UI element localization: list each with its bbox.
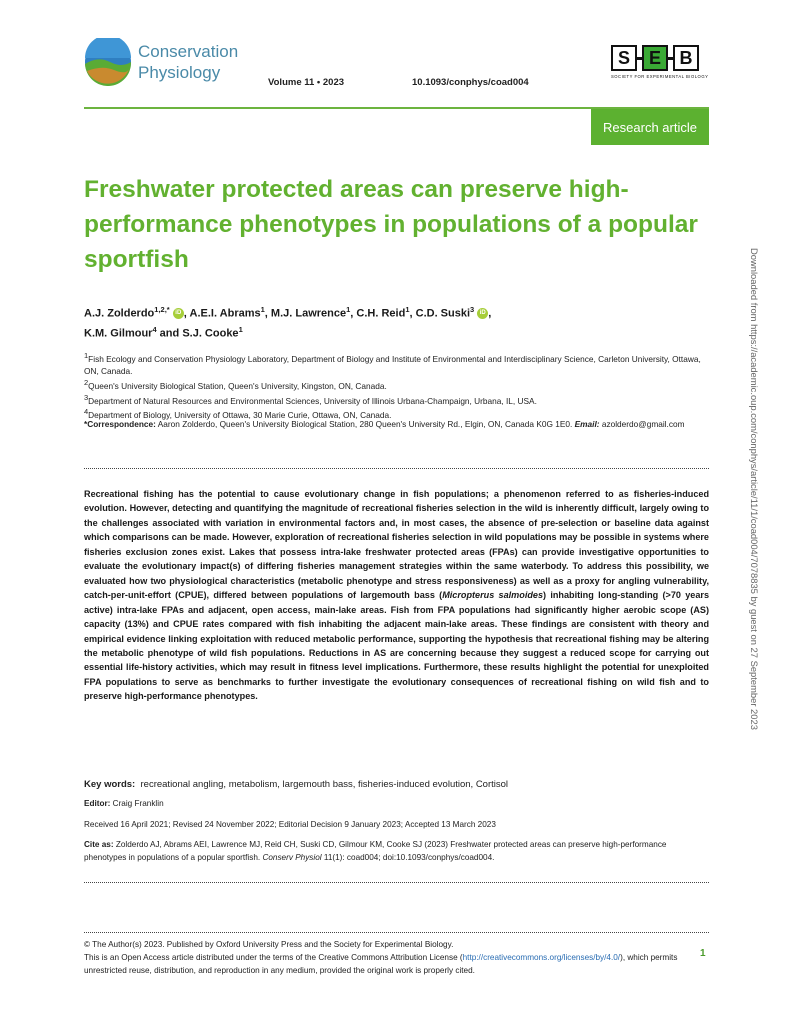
affiliation-item [84, 377, 709, 392]
seb-letter-b: B [673, 45, 699, 71]
author-affiliation-marker: 4 [152, 324, 157, 334]
author-affiliation-marker: 1,2,* [154, 305, 170, 314]
author-separator: and [156, 327, 180, 340]
abstract-text-1: Recreational fishing has the potential to cause evolutionary change in fish populations; a phenomenon referred to as fisheries-induced evolution. However, detecting and quantifying the magnitude of recreational fisheries selection in the wild is inherently difficult, largely owing to the challenges associated with variation in environmental factors and, in most cases, the absence of pre-selection or baseline data against which comparisons can be made. However, exploration of recreational fisheries selection in wild populations may be possible in systems where fisheries exclusion zones exist. Lakes that possess intra-lake freshwater protected areas (FPAs) can provide investigative opportunities to evaluate the evolutionary impact(s) of differing fisheries management strategies within the same waterbody. To address this possibility, we evaluated how two physiological characteristics (metabolic phenotype and stress responsiveness) as well as a proxy for angling vulnerability, catch-per-unit-effort (CPUE), differed between populations of largemouth bass ( [84, 489, 709, 601]
orcid-icon[interactable]: iD [477, 308, 488, 319]
download-sidenote-text: Downloaded from https://academic.oup.com/conphys/article/11/1/coad004/7078835 by guest on 27 September 2023 [749, 248, 760, 730]
affiliation-text: Department of Biology, University of Ottawa, 30 Marie Curie, Ottawa, ON, Canada. [88, 410, 392, 421]
seb-letter-e: E [642, 45, 668, 71]
correspondence-text: Aaron Zolderdo, Queen's University Biological Station, 280 Queen's University Rd., Elgin, ON, Canada K0G 1E0. [155, 419, 575, 429]
abstract [84, 487, 709, 704]
author-affiliation-marker: 1 [405, 305, 410, 314]
seb-logo [611, 45, 709, 79]
author-affiliation-marker: 1 [238, 324, 243, 334]
citation [84, 838, 709, 864]
affiliations [84, 350, 709, 421]
author-affiliation-marker: 1 [346, 305, 351, 314]
divider [84, 932, 709, 933]
keywords [84, 779, 709, 790]
author-separator: , [350, 307, 354, 320]
author-name: A.E.I. Abrams [189, 307, 261, 320]
correspondence-email[interactable]: azolderdo@gmail.com [599, 419, 685, 429]
download-sidenote [745, 248, 765, 848]
journal-logo-icon [84, 38, 132, 86]
journal-name: Conservation Physiology [138, 42, 239, 82]
abstract-text-2: ) inhabiting long-standing (>70 years active) intra-lake FPAs and adjacent, open access, main-lake areas. Fish from FPA populations had significantly higher aerobic scope (AS) capacity (13%) and CPUE rates compared with fish inhabiting the adjacent main-lake areas. These findings are consistent with theory and empirical evidence linking exploitation with reduced metabolic performance, supporting the hypothesis that recreational fishing may be altering the metabolic phenotype of wild fish populations. Reductions in AS are concerning because they suggest a reduced scope for carrying out essential life-history activities, which may result in fitness level implications. Furthermore, these results highlight the potential for unexploited FPA populations to serve as benchmarks to further investigate the evolutionary consequences of recreational fishing on wild fish and to preserve high-performance phenotypes. [84, 590, 710, 702]
cite-journal: Conserv Physiol [262, 853, 322, 862]
cite-text: Zolderdo AJ, Abrams AEI, Lawrence MJ, Reid CH, Suski CD, Gilmour KM, Cooke SJ (2023) Freshwater protected areas can preserve high-performance phenotypes in populations of a popular sportfish. [84, 840, 667, 862]
editor [84, 799, 164, 808]
author-separator: , [488, 307, 492, 320]
editor-label: Editor: [84, 799, 111, 808]
seb-tagline: SOCIETY FOR EXPERIMENTAL BIOLOGY [611, 74, 709, 79]
author-list [84, 302, 704, 341]
license-footer [84, 938, 694, 977]
author-name: S.J. Cooke [182, 327, 239, 340]
affiliation-marker: 1 [84, 351, 89, 360]
affiliation-marker: 2 [84, 377, 89, 387]
author-separator: , [183, 307, 187, 320]
affiliation-marker: 4 [84, 407, 89, 417]
affiliation-text: Department of Natural Resources and Environmental Sciences, University of Illinois Urbana-Champaign, Urbana, IL, USA. [88, 395, 537, 406]
author-name: M.J. Lawrence [270, 307, 347, 320]
author-affiliation-marker: 1 [260, 305, 265, 314]
correspondence [84, 418, 709, 430]
affiliation-marker: 3 [84, 392, 89, 402]
species-name: Micropterus salmoides [442, 590, 544, 601]
article-title: Freshwater protected areas can preserve high-performance phenotypes in populations of a popular sportfish [84, 176, 698, 273]
cite-tail: 11(1): coad004; doi:10.1093/conphys/coad004. [321, 853, 495, 862]
author-name: C.D. Suski [415, 307, 471, 320]
license-link[interactable]: http://creativecommons.org/licenses/by/4.0/ [462, 953, 621, 962]
received-dates: Received 16 April 2021; Revised 24 November 2022; Editorial Decision 9 January 2023; Accepted 13 March 2023 [84, 820, 496, 829]
license-line: This is an Open Access article distributed under the terms of the Creative Commons Attribution License (http://creativecommons.org/licenses/by/4.0/), which permits unrestricted reuse, distribution, and reproduction in any medium, provided the original work is properly cited. [84, 953, 678, 975]
author-name: K.M. Gilmour [84, 327, 153, 340]
copyright-line: © The Author(s) 2023. Published by Oxford University Press and the Society for Experimental Biology. [84, 940, 454, 949]
article-type-badge: Research article [591, 109, 709, 145]
affiliation-text: Fish Ecology and Conservation Physiology Laboratory, Department of Biology and Institute of Environmental and Interdisciplinary Science, Carleton University, Ottawa, ON, Canada. [84, 353, 701, 376]
affiliation-item [84, 350, 709, 377]
affiliation-text: Queen's University Biological Station, Queen's University, Kingston, ON, Canada. [88, 380, 387, 391]
orcid-icon[interactable]: iD [173, 308, 184, 319]
author-separator: , [409, 307, 413, 320]
author-name: C.H. Reid [356, 307, 406, 320]
seb-letter-s: S [611, 45, 637, 71]
author-separator: , [264, 307, 268, 320]
divider [84, 882, 709, 883]
keywords-text: recreational angling, metabolism, largemouth bass, fisheries-induced evolution, Cortisol [140, 779, 509, 790]
cite-label: Cite as: [84, 840, 114, 849]
keywords-label: Key words: [84, 779, 136, 790]
correspondence-label: *Correspondence: [84, 419, 156, 429]
editor-name: Craig Franklin [110, 799, 164, 808]
divider [84, 468, 709, 469]
affiliation-item [84, 392, 709, 407]
volume-label: Volume 11 • 2023 [268, 77, 345, 88]
email-label: Email: [574, 419, 600, 429]
doi-label: 10.1093/conphys/coad004 [412, 77, 529, 88]
page-number: 1 [700, 948, 706, 959]
author-name: A.J. Zolderdo [84, 307, 155, 320]
author-affiliation-marker: 3 [470, 305, 475, 314]
